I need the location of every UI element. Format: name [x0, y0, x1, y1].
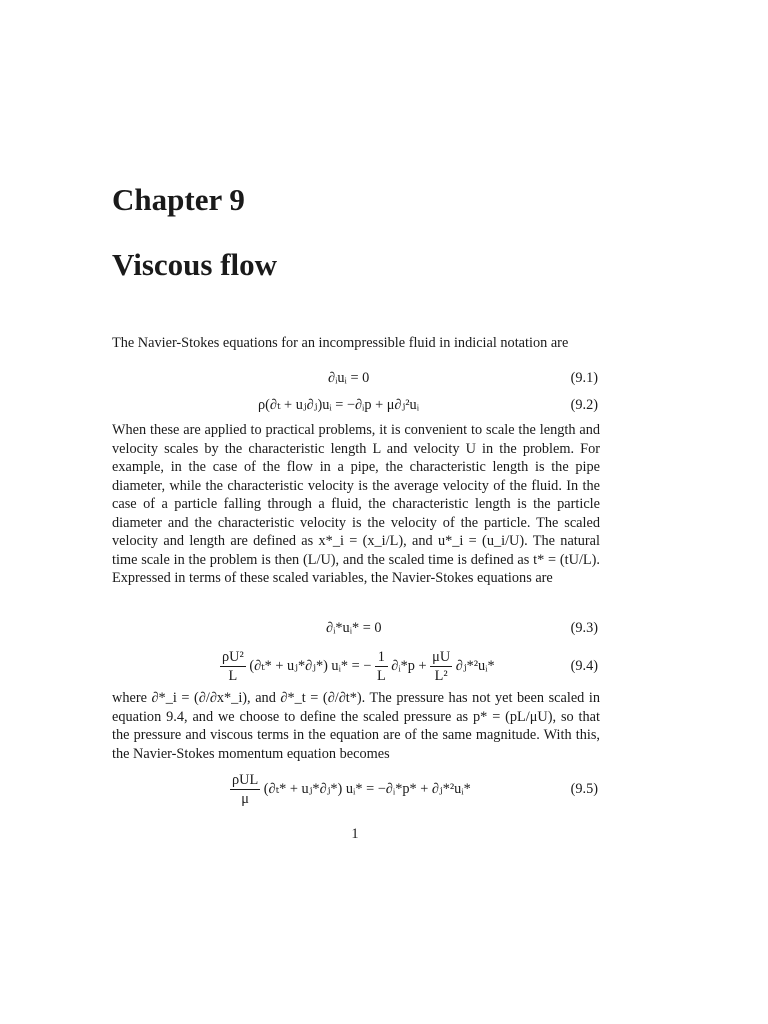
- equation-9-5-number: (9.5): [570, 781, 598, 797]
- equation-9-5-lhs-fraction: $\frac{\text{ρUL}}{\mu}$: [232, 772, 259, 807]
- scaling-paragraph: When these are applied to practical problems, it is convenient to scale the length and velocity scales by the characteristic length L and velocity U in the problem. For example, in the case of the flow in a pipe, the characteristic length is the pipe diameter, while the characteristic velocity is the average velocity of the fluid. In the case of a particle falling through a fluid, the characteristic length is the particle diameter and the characteristic velocity is the velocity of the particle. The scaled velocity and length are defined as x*_i = (x_i/L), and u*_i = (u_i/U). The natural time scale in the problem is then (L/U), and the scaled time is defined as t* = (tU/L). Expressed in terms of these scaled variables, the Navier-Stokes equations are: [112, 422, 600, 586]
- equation-9-5-expression: $\frac{\text{ρUL}}{\mu}$ (∂ₜ* + uⱼ*∂ⱼ*) uᵢ* = −∂ᵢ*p* + ∂ⱼ*²uᵢ*: [232, 772, 471, 807]
- equation-9-3-expression: ∂ᵢ*uᵢ* = 0: [326, 620, 382, 636]
- page-number: 1: [351, 826, 359, 842]
- equation-9-4-expression: $\frac{\text{ρU²}}{L}$ (∂ₜ* + uⱼ*∂ⱼ*) uᵢ* = − $\frac{1}{L}$ ∂ᵢ*p + $\frac{\mu U}{\text{L²}}$ ∂ⱼ*²uᵢ*: [222, 649, 495, 684]
- equation-9-4-viscous-fraction: $\frac{\mu U}{\text{L²}}$: [432, 649, 451, 684]
- intro-paragraph: The Navier-Stokes equations for an incompressible fluid in indicial notation are: [112, 335, 569, 351]
- equation-9-5: [112, 771, 600, 813]
- pressure-paragraph: where ∂*_i = (∂/∂x*_i), and ∂*_t = (∂/∂t*). The pressure has not yet been scaled in equation 9.4, and we choose to define the scaled pressure as p* = (pL/μU), so that the pressure and viscous terms in the equation are of the same magnitude. With this, the Navier-Stokes momentum equation becomes: [112, 690, 600, 762]
- equation-9-1: [112, 370, 600, 392]
- equation-9-4: [112, 648, 600, 690]
- equation-9-2-expression: ρ(∂ₜ + uⱼ∂ⱼ)uᵢ = −∂ᵢp + μ∂ⱼ²uᵢ: [258, 397, 420, 413]
- equation-9-2-number: (9.2): [570, 397, 598, 413]
- equation-9-4-lhs-fraction: $\frac{\text{ρU²}}{L}$: [222, 649, 244, 684]
- equation-9-1-expression: ∂ᵢuᵢ = 0: [328, 370, 370, 386]
- equation-9-2: [112, 397, 600, 419]
- equation-9-3: [112, 620, 600, 642]
- equation-9-3-number: (9.3): [570, 620, 598, 636]
- equation-9-4-pressure-fraction: $\frac{1}{L}$: [376, 649, 386, 684]
- equation-9-1-number: (9.1): [570, 370, 598, 386]
- chapter-heading: Chapter 9: [112, 182, 245, 217]
- equation-9-4-number: (9.4): [570, 658, 598, 674]
- chapter-title: Viscous flow: [112, 247, 278, 282]
